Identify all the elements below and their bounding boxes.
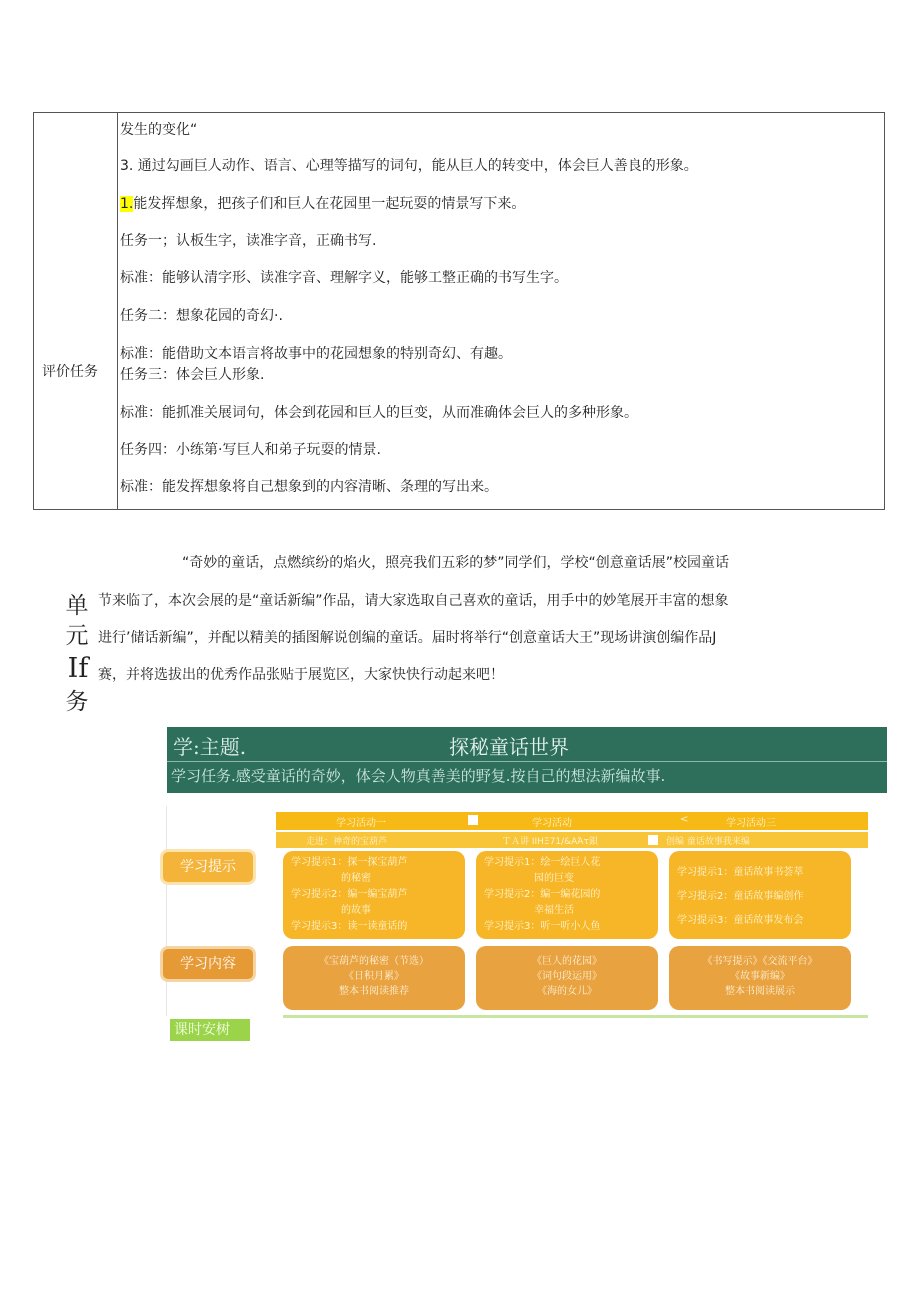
unit-side-char: 单 <box>65 593 89 619</box>
tip-line: 的故事 <box>341 905 371 916</box>
activity-title: 学习活动一 <box>336 818 386 829</box>
tip-line: 学习提示2：编一编花园的 <box>484 889 601 900</box>
content-line: 整本书阅读推荐 <box>339 986 409 997</box>
content-line: 整本书阅读展示 <box>725 986 795 997</box>
schedule-divider <box>283 1015 868 1018</box>
banner-header <box>167 727 887 762</box>
content-line: 《海的女儿》 <box>537 986 597 997</box>
tip-line: 幸福生活 <box>534 905 574 916</box>
eval-line: 任务三：体会巨人形象. <box>120 367 265 383</box>
activity-title-bar <box>276 812 868 830</box>
unit-task-line: 节来临了，本次会展的是“童话新编”作品，请大家选取自己喜欢的童话，用手中的妙笔展开丰富的想象 <box>98 593 729 609</box>
eval-line-text: 能发挥想象，把孩子们和巨人在花园里一起玩耍的情景写下来。 <box>133 196 526 212</box>
eval-line: 任务一；认板生字，读准字音，正确书写. <box>120 233 377 249</box>
square-icon <box>468 815 478 825</box>
tip-line: 学习提示1：童话故事书荟萃 <box>677 867 804 878</box>
activity-subtitle: 创编 童话故事我来编 <box>666 837 750 847</box>
content-box <box>476 946 658 1010</box>
tip-line: 学习提示3：读一读童话的 <box>291 921 408 932</box>
evaluation-content <box>120 113 884 509</box>
activity-subtitle: 走进：神奇的宝葫芦 <box>306 837 388 847</box>
tip-line: 的秘密 <box>341 873 371 884</box>
tip-line: 学习提示3：听一听小人鱼 <box>484 921 601 932</box>
content-line: 《词句段运用》 <box>532 971 602 982</box>
tip-line: 园的巨变 <box>534 873 574 884</box>
unit-task-line: “奇妙的童话，点燃缤纷的焰火，照亮我们五彩的梦”同学们，学校“创意童话展”校园童话 <box>182 555 730 571</box>
activity-title: 学习活动三 <box>726 818 776 829</box>
tip-box <box>476 851 658 939</box>
banner-subject: 学:主题. <box>173 735 247 759</box>
banner-theme: 探秘童话世界 <box>449 735 569 759</box>
evaluation-label: 评价任务 <box>42 364 98 380</box>
evaluation-table <box>33 112 885 510</box>
eval-line: 标准：能借助文本语言将故事中的花园想象的特别奇幻、有趣。 <box>120 346 512 362</box>
content-line: 《故事新编》 <box>730 971 790 982</box>
unit-side-char: 务 <box>65 689 89 715</box>
content-box <box>283 946 465 1010</box>
eval-line: 发生的变化“ <box>120 122 198 138</box>
schedule-tag: 课时安树 <box>170 1019 250 1041</box>
eval-line: 标准：能抓准关展词句，体会到花园和巨人的巨变，从而准确体会巨人的多种形象。 <box>120 405 638 421</box>
content-line: 《日积月累》 <box>344 971 404 982</box>
highlighted-number: 1. <box>120 196 134 212</box>
banner-task: 学习任务.感受童话的奇妙，体会人物真善美的野复.按自己的想法新编故事. <box>171 767 666 785</box>
content-line: 《巨人的花园》 <box>532 956 602 967</box>
eval-line <box>120 193 525 213</box>
tip-tag: 学习提示 <box>163 852 253 882</box>
content-tag: 学习内容 <box>163 949 253 979</box>
activity-subtitle-bar <box>276 832 868 848</box>
unit-side-char: 元 <box>65 623 89 649</box>
tip-line: 学习提示2：编一编宝葫芦 <box>291 889 408 900</box>
chevron-left-icon: < <box>680 814 689 825</box>
divider <box>166 806 167 1016</box>
tip-box <box>669 851 851 939</box>
content-line: 《宝葫芦的秘密（节选） <box>319 956 429 967</box>
unit-side-char: If <box>67 653 89 684</box>
activity-subtitle: ＴＡ讲 ΙΙΗΞ71/&ΑΆτ鋇 <box>502 837 598 847</box>
eval-line: 标准：能够认清字形、读准字音、理解字义，能够工整正确的书写生字。 <box>120 270 568 286</box>
tip-line: 学习提示1：绘一绘巨人花 <box>484 857 601 868</box>
square-icon <box>648 835 658 845</box>
tip-line: 学习提示1：探一探宝葫芦 <box>291 857 408 868</box>
tip-box <box>283 851 465 939</box>
evaluation-label-cell <box>34 113 118 509</box>
eval-line: 3. 通过勾画巨人动作、语言、心理等描写的词句，能从巨人的转变中，体会巨人善良的形象。 <box>120 158 698 174</box>
activity-title: 学习活动 <box>532 818 572 829</box>
eval-line: 任务二：想象花园的奇幻·. <box>120 308 283 324</box>
unit-task-line: 进行’储话新编”，并配以精美的插图解说创编的童话。届时将举行“创意童话大王”现场讲演创编作品J <box>98 630 717 646</box>
unit-task-line: 赛，并将选拔出的优秀作品张贴于展览区，大家快快行动起来吧！ <box>98 667 504 683</box>
content-box <box>669 946 851 1010</box>
eval-line: 标准：能发挥想象将自己想象到的内容清晰、条理的写出来。 <box>120 479 498 495</box>
tip-line: 学习提示2：童话故事编创作 <box>677 891 804 902</box>
content-line: 《书写提示》《交流平台》 <box>702 956 818 967</box>
tip-line: 学习提示3：童话故事发布会 <box>677 915 804 926</box>
theme-banner <box>167 727 887 793</box>
eval-line: 任务四：小练第·写巨人和弟子玩耍的情景. <box>120 442 381 458</box>
